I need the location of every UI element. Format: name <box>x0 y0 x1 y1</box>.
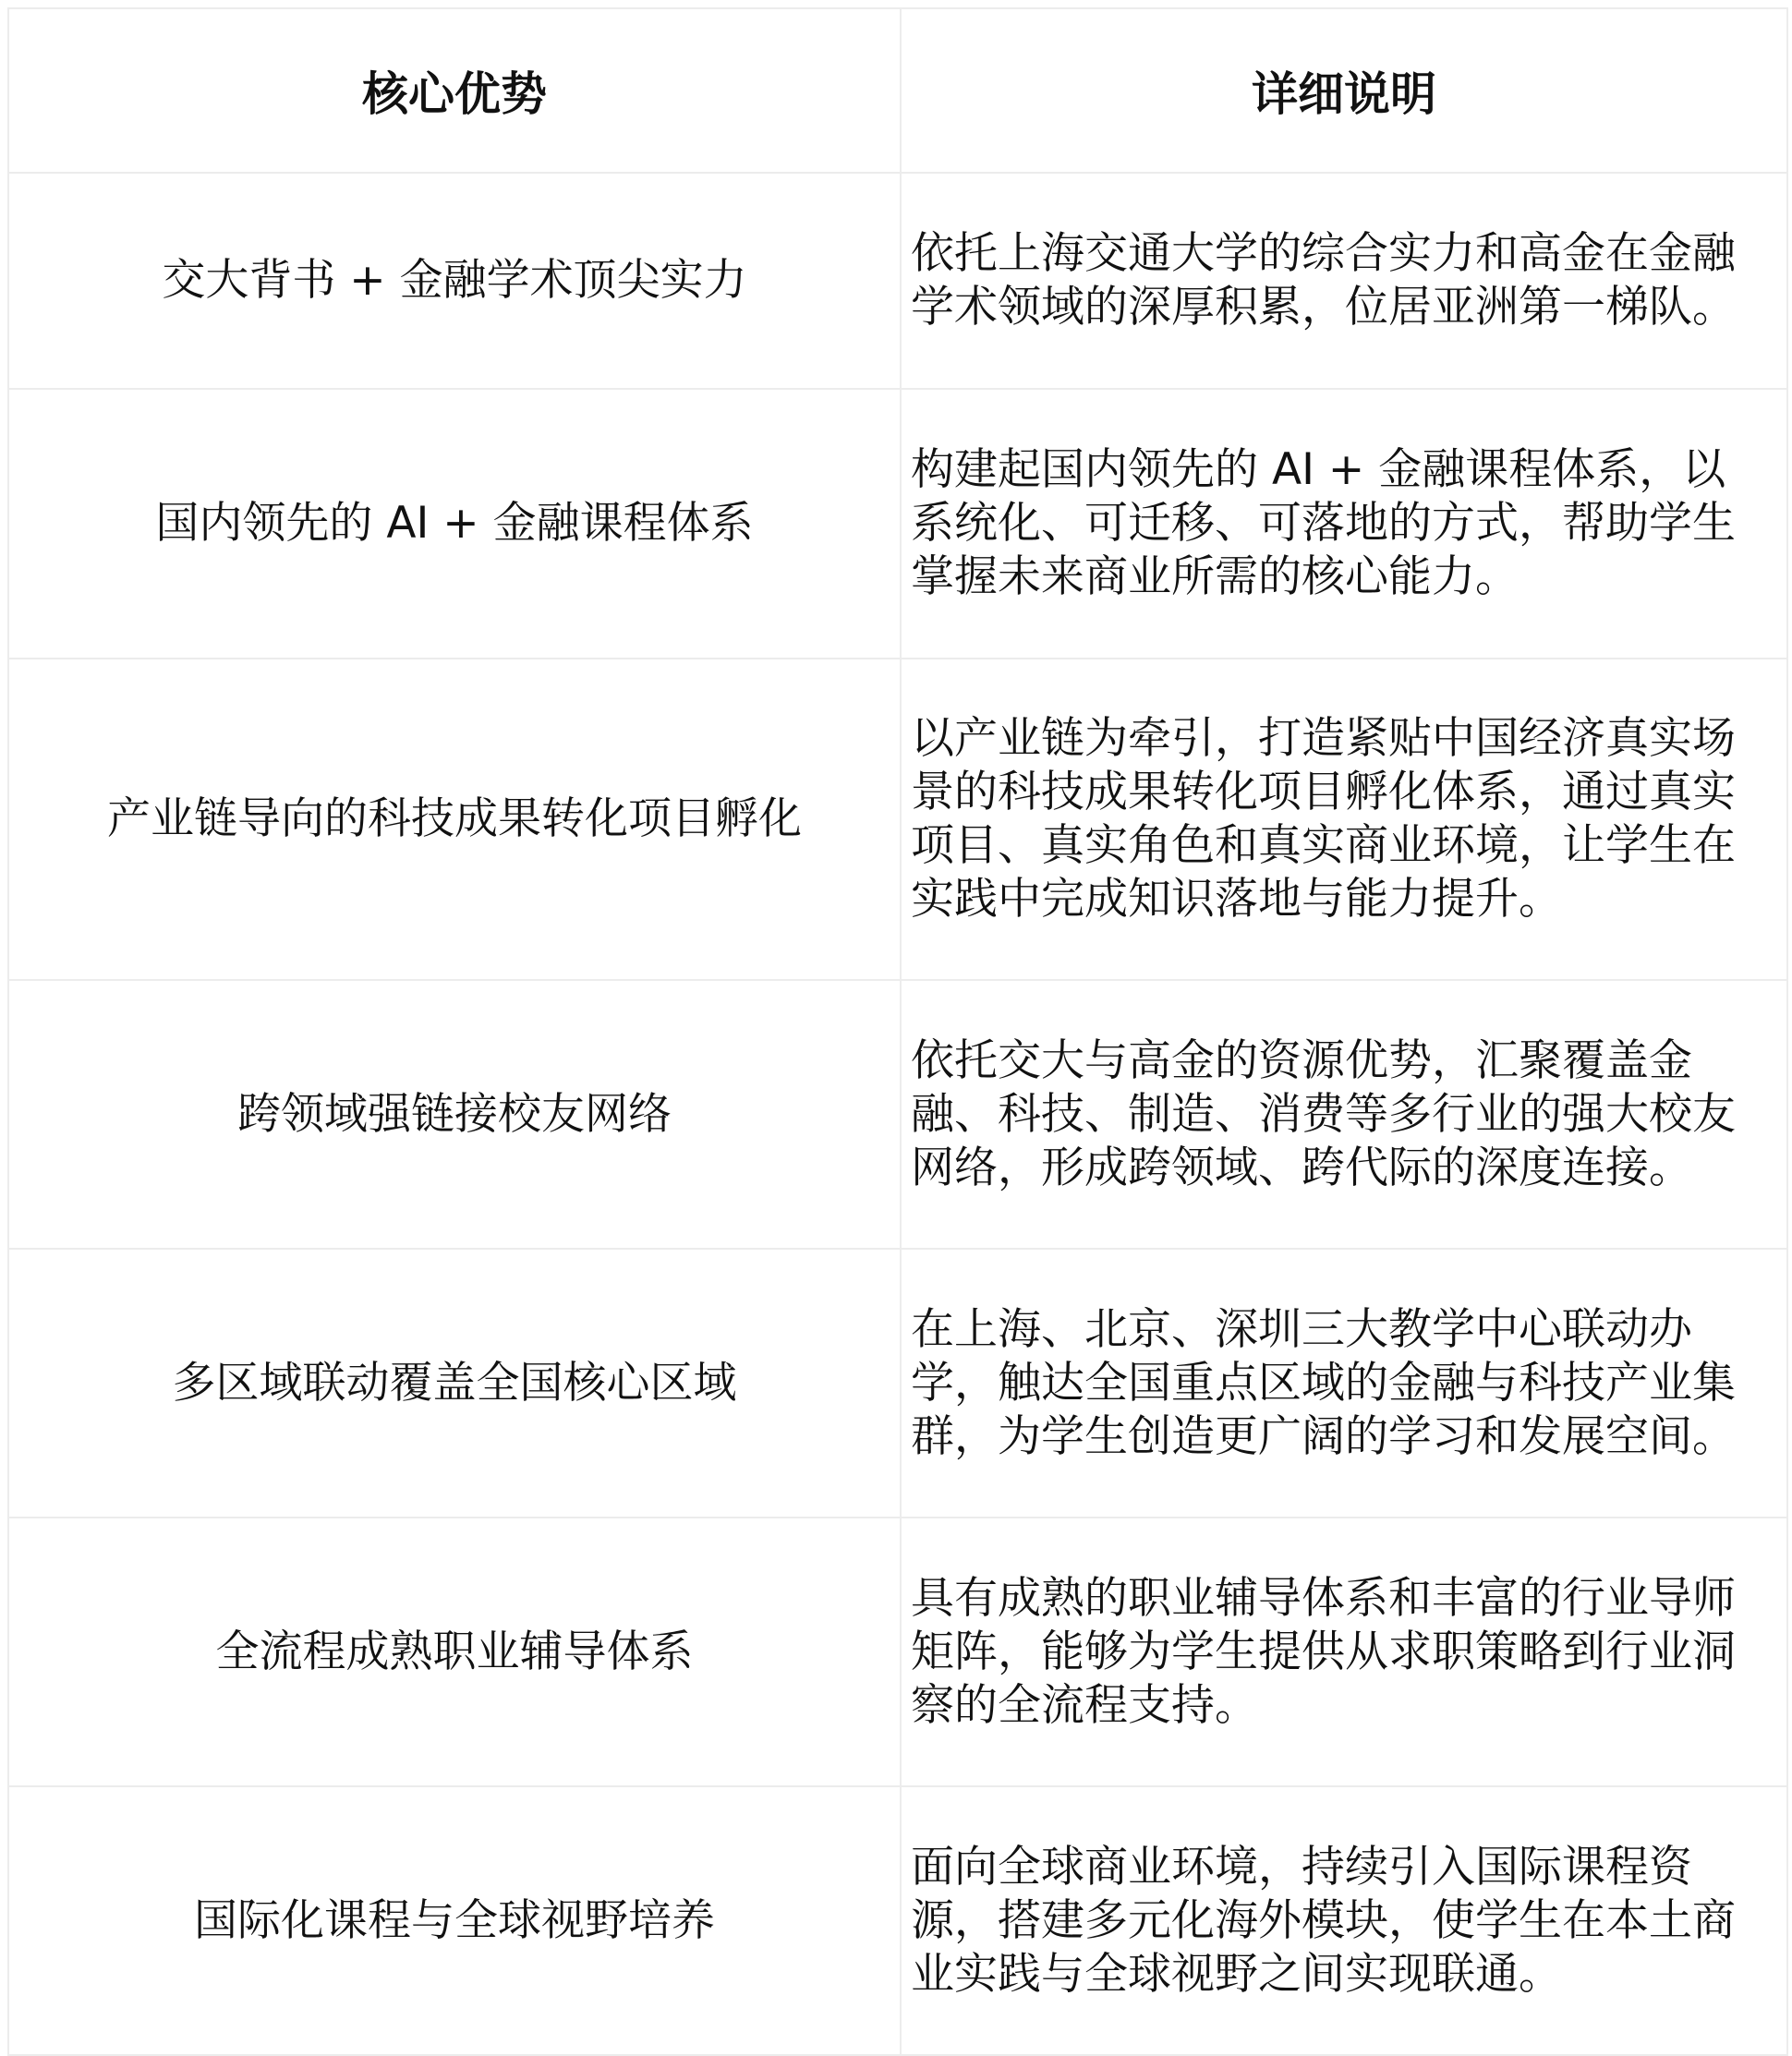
header-core-advantage: 核心优势 <box>8 8 901 173</box>
detail-cell: 依托上海交通大学的综合实力和高金在金融学术领域的深厚积累，位居亚洲第一梯队。 <box>901 173 1787 389</box>
table-row <box>8 1249 1787 1518</box>
advantages-table-container <box>7 7 1786 2056</box>
table-row <box>8 980 1787 1249</box>
table-row <box>8 1786 1787 2055</box>
advantage-cell: 全流程成熟职业辅导体系 <box>8 1518 901 1786</box>
advantage-cell: 多区域联动覆盖全国核心区域 <box>8 1249 901 1518</box>
detail-cell: 具有成熟的职业辅导体系和丰富的行业导师矩阵，能够为学生提供从求职策略到行业洞察的全流程支持。 <box>901 1518 1787 1786</box>
advantage-cell: 国际化课程与全球视野培养 <box>8 1786 901 2055</box>
advantage-cell: 跨领域强链接校友网络 <box>8 980 901 1249</box>
table-header-row <box>8 8 1787 173</box>
table-row <box>8 659 1787 980</box>
detail-cell: 依托交大与高金的资源优势，汇聚覆盖金融、科技、制造、消费等多行业的强大校友网络，形成跨领域、跨代际的深度连接。 <box>901 980 1787 1249</box>
table-row <box>8 173 1787 389</box>
table-row <box>8 389 1787 659</box>
advantage-cell: 产业链导向的科技成果转化项目孵化 <box>8 659 901 980</box>
detail-cell: 构建起国内领先的 AI + 金融课程体系，以系统化、可迁移、可落地的方式，帮助学生掌握未来商业所需的核心能力。 <box>901 389 1787 659</box>
advantage-cell: 国内领先的 AI + 金融课程体系 <box>8 389 901 659</box>
detail-cell: 在上海、北京、深圳三大教学中心联动办学，触达全国重点区域的金融与科技产业集群，为学生创造更广阔的学习和发展空间。 <box>901 1249 1787 1518</box>
advantage-cell: 交大背书 + 金融学术顶尖实力 <box>8 173 901 389</box>
detail-cell: 面向全球商业环境，持续引入国际课程资源，搭建多元化海外模块，使学生在本土商业实践与全球视野之间实现联通。 <box>901 1786 1787 2055</box>
advantages-table <box>7 7 1788 2056</box>
detail-cell: 以产业链为牵引，打造紧贴中国经济真实场景的科技成果转化项目孵化体系，通过真实项目、真实角色和真实商业环境，让学生在实践中完成知识落地与能力提升。 <box>901 659 1787 980</box>
table-row <box>8 1518 1787 1786</box>
header-details: 详细说明 <box>901 8 1787 173</box>
